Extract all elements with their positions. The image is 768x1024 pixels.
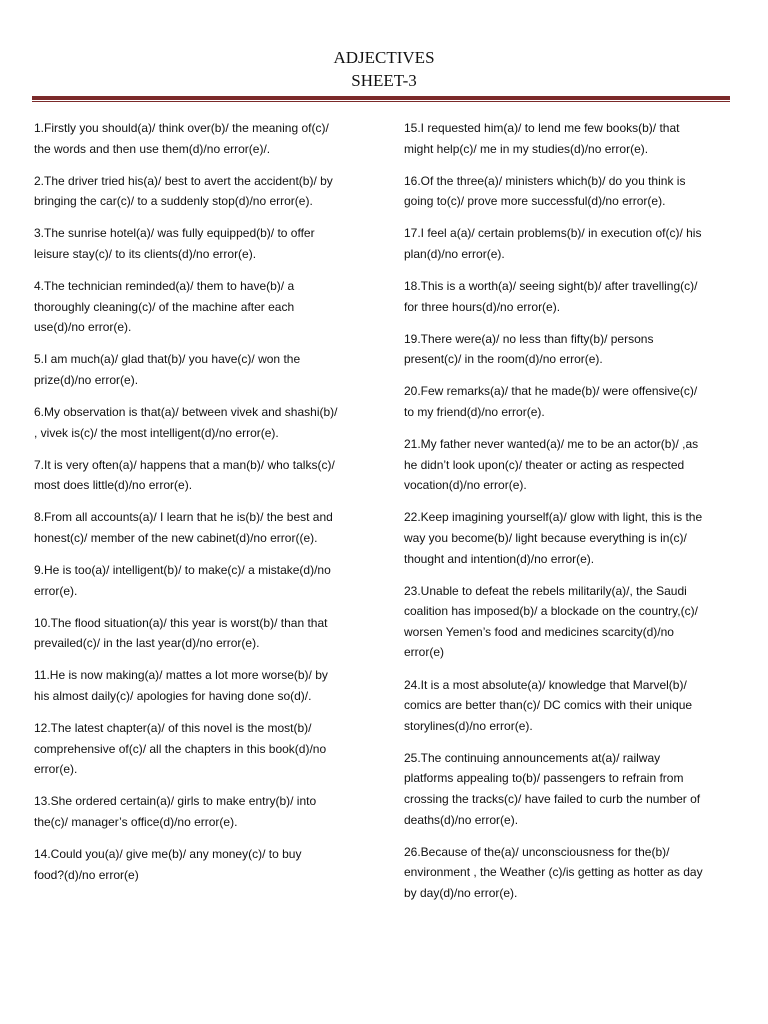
question-item: 13.She ordered certain(a)/ girls to make entry(b)/ into the(c)/ manager’s office(d)/no error(e). bbox=[34, 794, 317, 830]
question-item: 22.Keep imagining yourself(a)/ glow with light, this is the way you become(b)/ light because everything is in(c)/ thought and intention(d)/no error(e). bbox=[404, 510, 703, 566]
question-item: 21.My father never wanted(a)/ me to be an actor(b)/ ,as he didn’t look upon(c)/ theater or acting as respected vocation(d)/no error(e). bbox=[404, 437, 699, 493]
question-item: 16.Of the three(a)/ ministers which(b)/ do you think is going to(c)/ prove more successful(d)/no error(e). bbox=[404, 173, 686, 209]
document-header bbox=[0, 46, 768, 92]
question-item: 11.He is now making(a)/ mattes a lot more worse(b)/ by his almost daily(c)/ apologies for having done so(d)/. bbox=[34, 668, 328, 704]
question-item: 12.The latest chapter(a)/ of this novel is the most(b)/ comprehensive of(c)/ all the chapters in this book(d)/no error(e). bbox=[34, 721, 327, 777]
header-divider-thin bbox=[32, 101, 730, 102]
question-item: 24.It is a most absolute(a)/ knowledge that Marvel(b)/ comics are better than(c)/ DC comics with their unique storylines(d)/no error(e). bbox=[404, 677, 693, 733]
question-item: 18.This is a worth(a)/ seeing sight(b)/ after travelling(c)/ for three hours(d)/no error(e). bbox=[404, 279, 698, 314]
question-item: 5.I am much(a)/ glad that(b)/ you have(c)/ won the prize(d)/no error(e). bbox=[34, 352, 301, 387]
question-item: 3.The sunrise hotel(a)/ was fully equipped(b)/ to offer leisure stay(c)/ to its clients(d)/no error(e). bbox=[34, 226, 315, 261]
header-divider-thick bbox=[32, 96, 730, 100]
question-item: 7.It is very often(a)/ happens that a man(b)/ who talks(c)/ most does little(d)/no error(e). bbox=[34, 457, 335, 493]
question-item: 19.There were(a)/ no less than fifty(b)/ persons present(c)/ in the room(d)/no error(e). bbox=[404, 331, 654, 367]
question-item: 10.The flood situation(a)/ this year is worst(b)/ than that prevailed(c)/ in the last year(d)/no error(e). bbox=[34, 615, 328, 651]
left-question-column bbox=[34, 118, 372, 897]
question-item: 1.Firstly you should(a)/ think over(b)/ the meaning of(c)/ the words and then use them(d)/no error(e)/. bbox=[34, 121, 329, 156]
question-item: 6.My observation is that(a)/ between vivek and shashi(b)/ , vivek is(c)/ the most intelligent(d)/no error(e). bbox=[34, 405, 338, 440]
document-title: ADJECTIVES bbox=[333, 48, 435, 67]
question-item: 4.The technician reminded(a)/ them to have(b)/ a thoroughly cleaning(c)/ of the machine after each use(d)/no error(e). bbox=[34, 279, 295, 335]
question-item: 14.Could you(a)/ give me(b)/ any money(c)/ to buy food?(d)/no error(e) bbox=[34, 847, 302, 882]
question-item: 2.The driver tried his(a)/ best to avert the accident(b)/ by bringing the car(c)/ to a suddenly stop(d)/no error(e). bbox=[34, 173, 333, 209]
question-item: 26.Because of the(a)/ unconsciousness for the(b)/ environment , the Weather (c)/is getting as hotter as day by day(d)/no error(e). bbox=[404, 844, 703, 900]
question-item: 17.I feel a(a)/ certain problems(b)/ in execution of(c)/ his plan(d)/no error(e). bbox=[404, 226, 702, 261]
question-item: 25.The continuing announcements at(a)/ railway platforms appealing to(b)/ passengers to refrain from crossing the tracks(c)/ have failed to curb the number of deaths(d)/no error(e). bbox=[404, 750, 701, 827]
question-item: 23.Unable to defeat the rebels militarily(a)/, the Saudi coalition has imposed(b)/ a blockade on the country,(c)/ worsen Yemen’s food and medicines scarcity(d)/no error(e) bbox=[404, 583, 698, 660]
question-item: 20.Few remarks(a)/ that he made(b)/ were offensive(c)/ to my friend(d)/no error(e). bbox=[404, 384, 698, 420]
question-item: 15.I requested him(a)/ to lend me few books(b)/ that might help(c)/ me in my studies(d)/no error(e). bbox=[404, 121, 680, 156]
right-question-column bbox=[404, 118, 742, 915]
question-item: 8.From all accounts(a)/ I learn that he is(b)/ the best and honest(c)/ member of the new cabinet(d)/no error((e). bbox=[34, 510, 333, 545]
document-subtitle: SHEET-3 bbox=[351, 71, 417, 90]
question-item: 9.He is too(a)/ intelligent(b)/ to make(c)/ a mistake(d)/no error(e). bbox=[34, 563, 331, 598]
